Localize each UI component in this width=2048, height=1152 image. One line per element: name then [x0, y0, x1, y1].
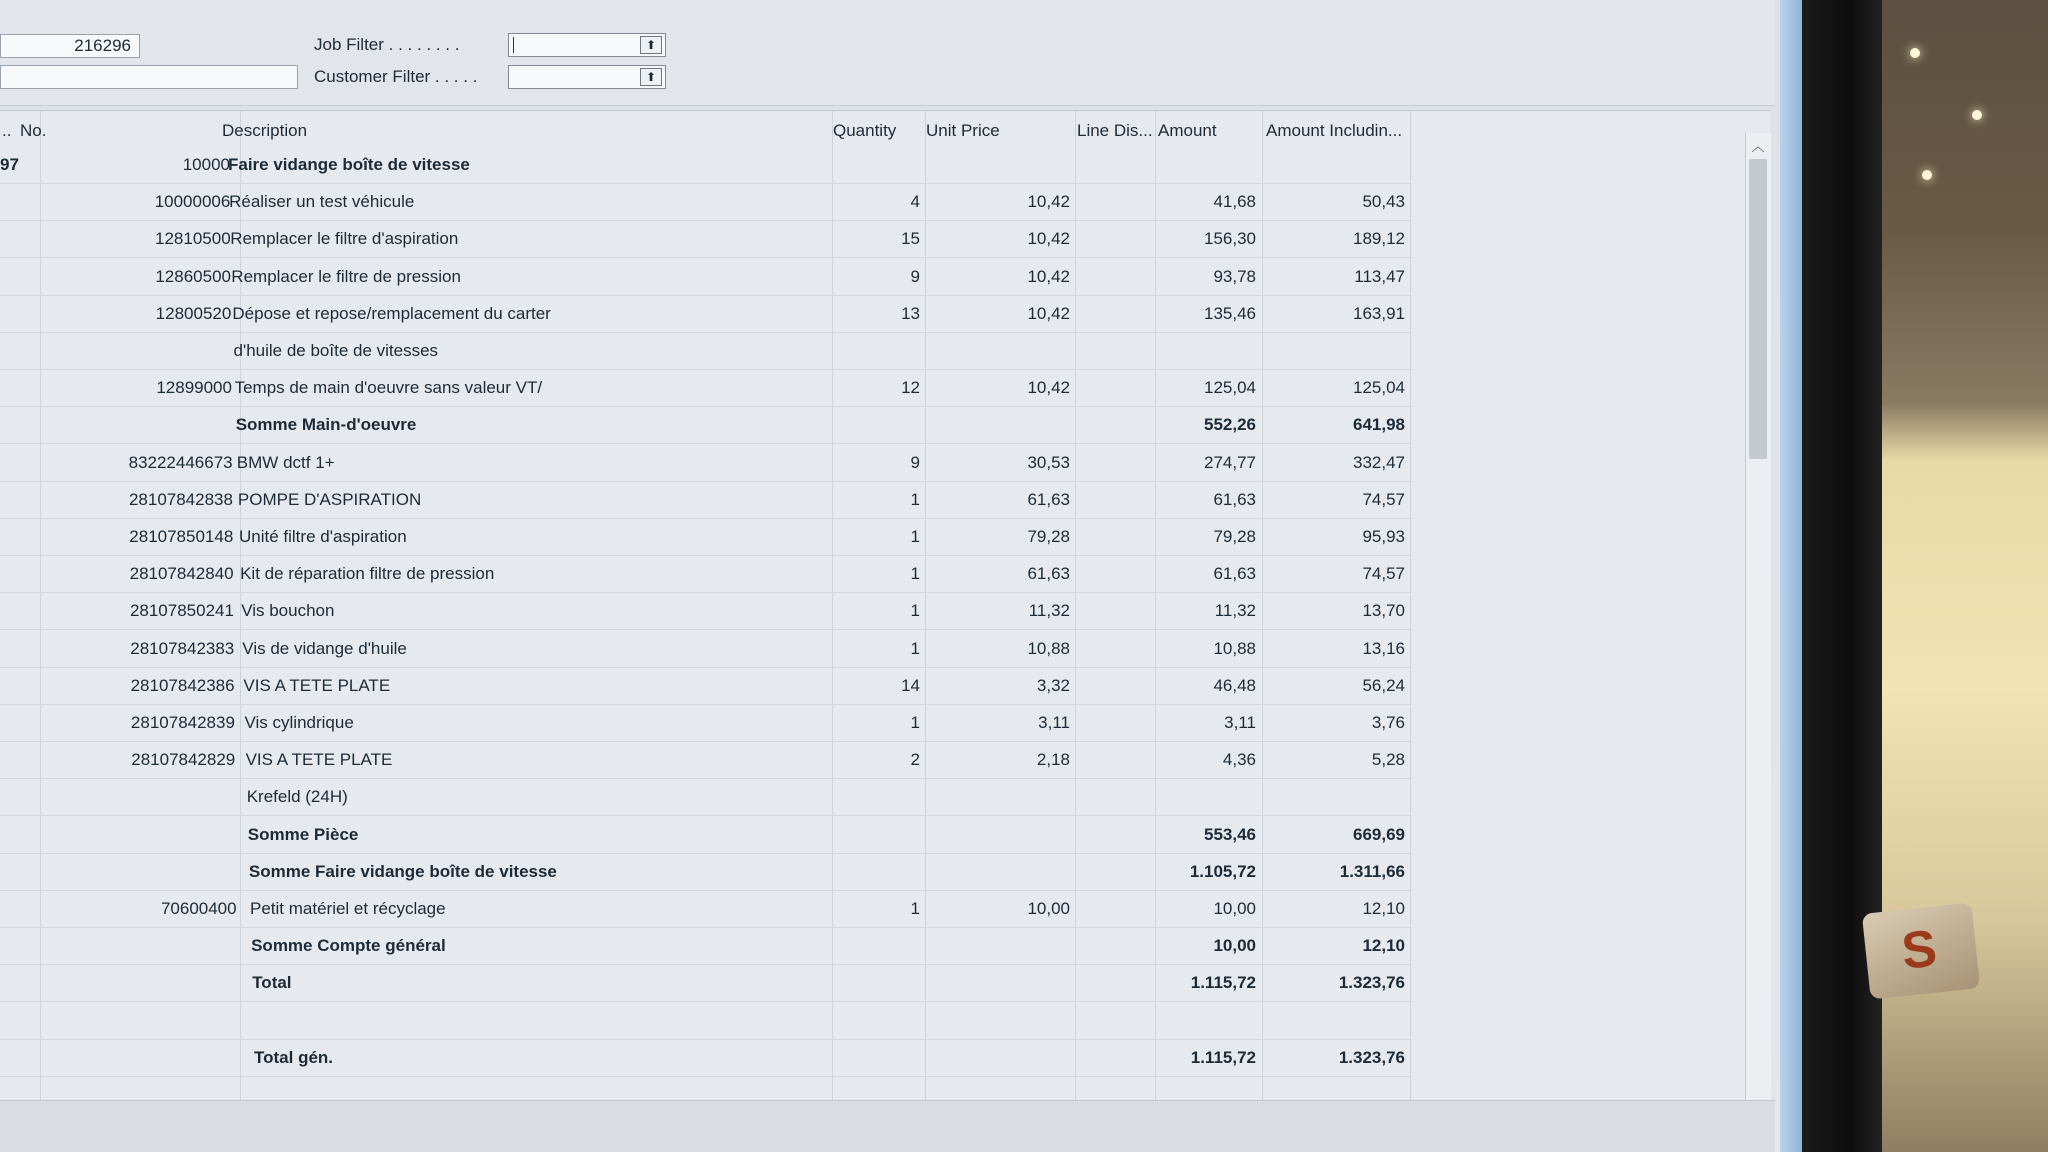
cell-amount: 125,04 [1204, 378, 1256, 398]
cell-no: 28107842838 [128, 489, 233, 509]
cell-amount-incl: 12,10 [1362, 936, 1405, 956]
cell-quantity: 14 [901, 675, 920, 695]
cell-amount: 553,46 [1204, 824, 1256, 844]
cell-description: Temps de main d'oeuvre sans valeur VT/ [234, 378, 543, 398]
cell-unit-price: 10,42 [1027, 378, 1070, 398]
cell-no: 28107842840 [129, 564, 234, 584]
cell-description: Faire vidange boîte de vitesse [228, 155, 470, 174]
cell-description: VIS A TETE PLATE [243, 675, 391, 695]
cell-amount-incl: 189,12 [1353, 229, 1405, 249]
cell-amount: 1.115,72 [1190, 1047, 1256, 1067]
cell-unit-price: 10,42 [1027, 266, 1070, 286]
cell-unit-price: 3,11 [1038, 713, 1070, 732]
text-caret [513, 37, 514, 53]
cell-no: 28107842829 [131, 750, 236, 770]
table-row[interactable] [0, 817, 1410, 854]
filter-panel [0, 0, 1775, 106]
cell-amount-incl: 125,04 [1353, 378, 1405, 398]
cell-no: 10000006 [154, 192, 231, 212]
cell-quantity: 1 [910, 489, 920, 509]
cell-description: Vis de vidange d'huile [242, 638, 407, 658]
cell-unit-price: 10,00 [1027, 899, 1070, 918]
table-row[interactable] [0, 928, 1410, 965]
cell-no: 28107850241 [129, 601, 234, 621]
cell-amount-incl: 50,43 [1362, 192, 1405, 212]
cell-quantity: 15 [901, 229, 920, 249]
cell-no: 83222446673 [128, 452, 233, 472]
cell-description: Total [252, 973, 292, 993]
cell-quantity: 1 [910, 601, 920, 621]
cell-amount: 1.115,72 [1190, 973, 1256, 993]
table-row[interactable] [0, 668, 1410, 705]
col-header-quantity[interactable]: Quantity [833, 121, 897, 140]
chevron-up-icon[interactable]: ︿ [1751, 139, 1765, 154]
cell-description: Somme Compte général [251, 936, 446, 956]
cell-amount-incl: 74,57 [1362, 564, 1405, 584]
table-row[interactable] [0, 854, 1410, 891]
table-row[interactable] [0, 556, 1410, 593]
cell-description: Vis bouchon [241, 601, 335, 621]
cell-quantity: 13 [901, 303, 920, 323]
cell-amount: 1.105,72 [1189, 861, 1256, 881]
cell-description: Kit de réparation filtre de pression [240, 564, 495, 584]
col-header-amount-incl[interactable]: Amount Includin... [1266, 121, 1403, 140]
cell-unit-price: 61,63 [1027, 564, 1070, 584]
cell-amount: 274,77 [1204, 452, 1256, 472]
cell-no: 28107842839 [130, 713, 235, 732]
cell-no: 12800520 [155, 303, 232, 323]
cell-amount: 61,63 [1213, 564, 1256, 584]
cell-description: BMW dctf 1+ [236, 452, 335, 472]
cell-description: Somme Faire vidange boîte de vitesse [248, 861, 557, 881]
cell-description: Krefeld (24H) [246, 787, 348, 807]
table-row[interactable] [0, 1003, 1410, 1040]
table-row[interactable] [0, 779, 1410, 816]
cell-amount-incl: 3,76 [1371, 713, 1405, 732]
name-field[interactable] [0, 65, 298, 89]
cell-unit-price: 10,88 [1027, 638, 1070, 658]
cell-amount: 135,46 [1204, 303, 1256, 323]
cell-amount: 156,30 [1204, 229, 1256, 249]
cell-unit-price: 2,18 [1036, 750, 1070, 770]
cell-description: Somme Main-d'oeuvre [235, 415, 417, 435]
sign-letter: S [1898, 919, 1940, 981]
cell-quantity: 1 [910, 527, 920, 546]
cell-quantity: 1 [910, 564, 920, 584]
cell-unit-price: 79,28 [1027, 527, 1070, 546]
cell-description: Remplacer le filtre d'aspiration [230, 229, 459, 249]
window-edge [1780, 0, 1802, 1152]
cell-unit-price: 61,63 [1027, 489, 1070, 509]
cell-type: 97 [0, 155, 19, 174]
table-row[interactable] [0, 296, 1410, 333]
cell-description: Somme Pièce [247, 824, 359, 844]
record-number-field[interactable]: 216296 [0, 34, 140, 58]
cell-no: 28107850148 [129, 527, 234, 546]
cell-description: Réaliser un test véhicule [229, 192, 415, 212]
table-row[interactable] [0, 184, 1410, 221]
table-row[interactable] [0, 445, 1410, 482]
cell-amount-incl: 332,47 [1353, 452, 1405, 472]
job-filter-lookup-button[interactable]: ⬆ [640, 36, 662, 54]
ceiling-light [1972, 110, 1982, 120]
ceiling-light [1922, 170, 1932, 180]
cell-unit-price: 10,42 [1027, 192, 1070, 212]
cell-quantity: 2 [910, 750, 920, 770]
vertical-scrollbar[interactable] [1745, 133, 1771, 1152]
column-divider [1410, 111, 1411, 1101]
cell-unit-price: 10,42 [1027, 229, 1070, 249]
cell-description: Total gén. [254, 1047, 334, 1067]
cell-amount-incl: 113,47 [1354, 266, 1405, 286]
cell-description: Vis cylindrique [244, 713, 354, 732]
cell-amount-incl: 641,98 [1353, 415, 1405, 435]
job-filter-input[interactable] [508, 33, 666, 57]
col-header-line-discount[interactable]: Line Dis... [1077, 121, 1153, 140]
table-header [0, 111, 1745, 147]
table-row[interactable] [0, 482, 1410, 519]
table-row[interactable] [0, 519, 1410, 556]
cell-quantity: 12 [901, 378, 920, 398]
col-header-type[interactable]: .. [2, 121, 12, 140]
table-row[interactable] [0, 965, 1410, 1002]
cell-amount-incl: 163,91 [1353, 303, 1405, 323]
cell-no: 70600400 [160, 899, 237, 918]
cell-amount: 3,11 [1224, 713, 1256, 732]
cell-amount: 93,78 [1213, 266, 1256, 286]
cell-amount: 10,00 [1213, 899, 1256, 918]
cell-unit-price: 10,42 [1027, 303, 1070, 323]
scroll-thumb[interactable] [1749, 159, 1767, 459]
cell-amount: 10,88 [1213, 638, 1256, 658]
cell-description: d'huile de boîte de vitesses [233, 341, 439, 360]
cell-no: 12810500 [155, 229, 231, 249]
cell-amount-incl: 13,70 [1362, 601, 1405, 621]
cell-amount: 41,68 [1213, 192, 1256, 212]
cell-amount-incl: 1.323,76 [1338, 973, 1405, 993]
cell-unit-price: 30,53 [1027, 452, 1070, 472]
cell-amount-incl: 13,16 [1362, 638, 1405, 658]
cell-no: 28107842386 [130, 675, 235, 695]
table-row[interactable] [0, 631, 1410, 668]
col-header-description[interactable]: Description [222, 121, 308, 140]
cell-amount: 61,63 [1213, 489, 1256, 509]
table-row[interactable] [0, 370, 1410, 407]
customer-filter-lookup-button[interactable]: ⬆ [640, 68, 662, 86]
col-header-amount[interactable]: Amount [1158, 121, 1217, 140]
cell-amount: 46,48 [1213, 675, 1256, 695]
col-header-unit-price[interactable]: Unit Price [926, 121, 1000, 140]
cell-amount-incl: 56,24 [1362, 675, 1405, 695]
cell-unit-price: 11,32 [1028, 601, 1070, 621]
cell-amount-incl: 1.323,76 [1338, 1047, 1405, 1067]
table-row[interactable] [0, 742, 1410, 779]
customer-filter-input[interactable] [508, 65, 666, 89]
cell-description: Dépose et repose/remplacement du carter [232, 303, 551, 323]
cell-quantity: 9 [910, 452, 920, 472]
job-filter-label: Job Filter . . . . . . . . [314, 35, 460, 54]
cell-amount: 552,26 [1204, 415, 1256, 435]
cell-amount: 79,28 [1213, 527, 1256, 546]
table-row[interactable] [0, 891, 1410, 928]
cell-amount-incl: 1.311,66 [1339, 861, 1405, 881]
cell-amount: 4,36 [1222, 750, 1256, 770]
cell-quantity: 1 [910, 713, 920, 732]
cell-amount-incl: 95,93 [1362, 527, 1405, 546]
cell-amount: 11,32 [1214, 601, 1256, 621]
cell-no: 12899000 [156, 378, 232, 398]
cell-amount-incl: 12,10 [1362, 899, 1405, 918]
cell-description: Petit matériel et récyclage [250, 899, 446, 918]
table-row[interactable] [0, 593, 1410, 630]
cell-amount-incl: 5,28 [1371, 750, 1405, 770]
cell-quantity: 9 [910, 266, 920, 286]
ceiling-light [1910, 48, 1920, 58]
cell-description: Unité filtre d'aspiration [239, 527, 407, 546]
cell-description: POMPE D'ASPIRATION [237, 489, 422, 509]
cell-no: 28107842383 [130, 638, 235, 658]
cell-quantity: 1 [910, 899, 920, 918]
table-row[interactable] [0, 147, 1410, 184]
status-bar [0, 1100, 1775, 1152]
table-row[interactable] [0, 221, 1410, 258]
job-lines-table [0, 110, 1770, 1101]
table-row[interactable] [0, 705, 1410, 742]
cell-amount-incl: 74,57 [1362, 489, 1405, 509]
col-header-no[interactable]: No. [20, 121, 47, 140]
cell-quantity: 4 [910, 192, 920, 212]
cell-no: 12860500 [155, 266, 231, 286]
cell-amount-incl: 669,69 [1353, 824, 1405, 844]
background-sign [1862, 902, 1980, 999]
cell-no: 10000 [182, 155, 230, 174]
cell-quantity: 1 [910, 638, 920, 658]
table-row[interactable] [0, 1040, 1410, 1077]
table-row[interactable] [0, 333, 1410, 370]
customer-filter-label: Customer Filter . . . . . [314, 67, 478, 86]
cell-description: Remplacer le filtre de pression [231, 266, 461, 286]
table-row[interactable] [0, 407, 1410, 444]
table-row[interactable] [0, 259, 1410, 296]
cell-amount: 10,00 [1213, 936, 1256, 956]
cell-description: VIS A TETE PLATE [245, 750, 393, 770]
cell-unit-price: 3,32 [1036, 675, 1070, 695]
